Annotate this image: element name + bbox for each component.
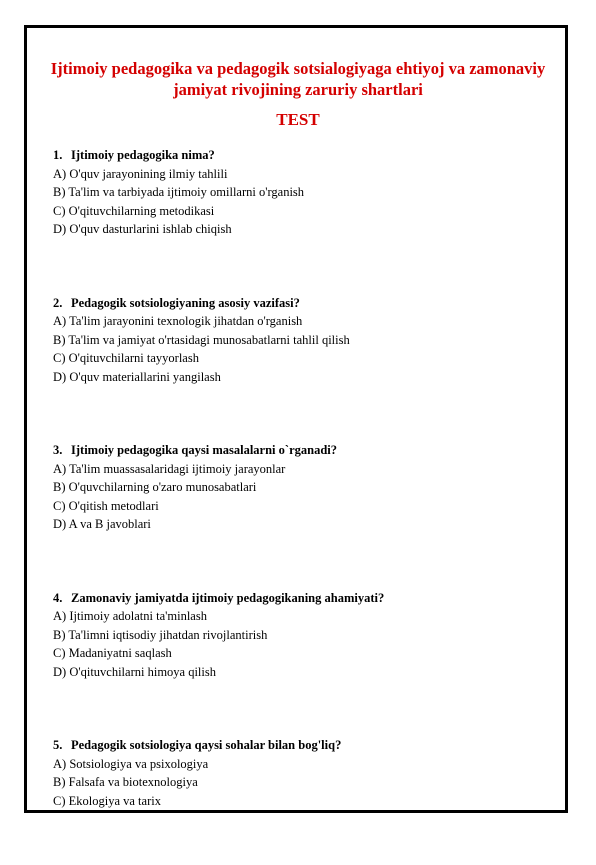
answer-option: D) O'quv materiallarini yangilash bbox=[53, 369, 221, 384]
answer-option: A) Ta'lim jarayonini texnologik jihatdan o'rganish bbox=[53, 314, 303, 328]
answer-option: C) O'qitish metodlari bbox=[53, 498, 159, 513]
question-label: Ijtimoiy pedagogika qaysi masalalarni o`rganadi? bbox=[71, 443, 337, 457]
question-text bbox=[53, 441, 553, 460]
question-text bbox=[53, 294, 553, 313]
question-5 bbox=[53, 736, 553, 810]
question-text bbox=[53, 736, 553, 755]
question-number: 5. bbox=[53, 738, 63, 752]
answer-option: A) O'quv jarayonining ilmiy tahlili bbox=[53, 166, 228, 181]
question-number: 4. bbox=[53, 590, 63, 605]
answer-option: C) O'qituvchilarni tayyorlash bbox=[53, 351, 199, 365]
answer-option: A) Ijtimoiy adolatni ta'minlash bbox=[53, 609, 207, 623]
answer-option: D) A va B javoblari bbox=[53, 517, 151, 531]
question-label: Pedagogik sotsiologiyaning asosiy vazifasi? bbox=[71, 295, 300, 310]
document-subtitle: TEST bbox=[276, 110, 320, 129]
question-4 bbox=[53, 589, 553, 682]
question-1 bbox=[53, 146, 553, 239]
answer-option: B) O'quvchilarning o'zaro munosabatlari bbox=[53, 480, 257, 494]
answer-option: D) O'qituvchilarni himoya qilish bbox=[53, 664, 216, 679]
answer-option: B) Ta'lim va jamiyat o'rtasidagi munosabatlarni tahlil qilish bbox=[53, 332, 350, 347]
question-label: Pedagogik sotsiologiya qaysi sohalar bilan bog'liq? bbox=[71, 738, 342, 752]
question-2 bbox=[53, 294, 553, 387]
question-label: Zamonaviy jamiyatda ijtimoiy pedagogikaning ahamiyati? bbox=[71, 590, 385, 605]
question-list bbox=[53, 146, 553, 865]
answer-option: A) Ta'lim muassasalaridagi ijtimoiy jarayonlar bbox=[53, 461, 286, 476]
document-title: Ijtimoiy pedagogika va pedagogik sotsialogiyaga ehtiyoj va zamonaviy jamiyat rivojining zaruriy shartlari bbox=[50, 59, 546, 99]
answer-option: D) O'quv dasturlarini ishlab chiqish bbox=[53, 222, 232, 236]
answer-option: B) Falsafa va biotexnologiya bbox=[53, 775, 198, 789]
question-number: 1. bbox=[53, 148, 63, 162]
answer-option: B) Ta'lim va tarbiyada ijtimoiy omillarni o'rganish bbox=[53, 185, 305, 199]
question-number: 2. bbox=[53, 295, 63, 310]
answer-option: A) Sotsiologiya va psixologiya bbox=[53, 756, 209, 771]
answer-option: B) Ta'limni iqtisodiy jihatdan rivojlantirish bbox=[53, 627, 268, 642]
question-text bbox=[53, 146, 553, 165]
question-label: Ijtimoiy pedagogika nima? bbox=[71, 148, 215, 162]
answer-option: C) Madaniyatni saqlash bbox=[53, 646, 172, 660]
question-text bbox=[53, 589, 553, 608]
question-number: 3. bbox=[53, 443, 63, 457]
answer-option: C) Ekologiya va tarix bbox=[53, 793, 161, 808]
answer-option: C) O'qituvchilarning metodikasi bbox=[53, 203, 215, 218]
question-3 bbox=[53, 441, 553, 534]
